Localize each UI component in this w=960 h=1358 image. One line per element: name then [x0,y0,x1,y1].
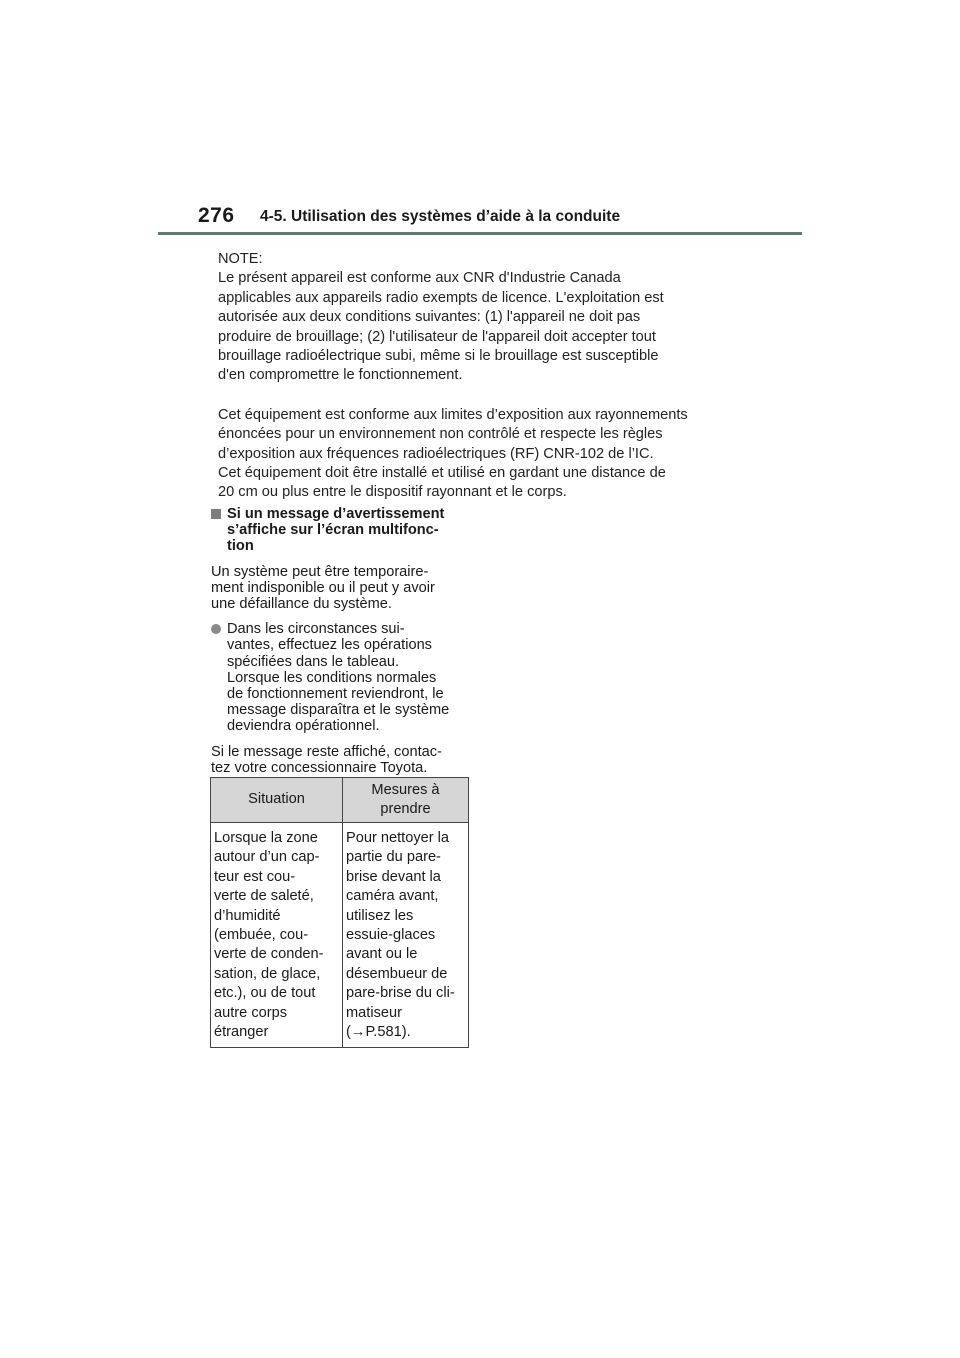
measure-cell: Pour nettoyer la partie du pare- brise devant la caméra avant, utilisez les essuie-glaces avant ou le désembueur de pare-brise du cli- matiseur (→P.581). [343,823,469,1048]
intro-line: Un système peut être temporaire- [211,563,429,580]
bullet-line: Lorsque les conditions normales [227,669,437,686]
notice-line: NOTE: [218,251,263,267]
notice-line: brouillage radioélectrique subi, même si le brouillage est susceptible [218,348,659,365]
closing-line: tez votre concessionnaire Toyota. [211,759,428,776]
closing-paragraph [211,744,469,776]
situation-cell: Lorsque la zone autour d’un cap- teur est cou- verte de saleté, d’humidité (embuée, cou- verte de conden- sation, de glace, etc.), ou de tout autre corps étranger [211,823,343,1048]
heading-line: tion [227,538,254,555]
page-header [198,204,802,236]
notice-line: énoncées pour un environnement non contrôlé et respecte les règles [218,426,663,443]
bullet-line: deviendra opérationnel. [227,718,380,735]
notice-line: 20 cm ou plus entre le dispositif rayonnant et le corps. [218,484,567,501]
section-heading [211,506,469,555]
column-header-measures: Mesures à prendre [343,778,469,823]
bullet-line: de fonctionnement reviendront, le [227,686,444,703]
notice-line: Cet équipement est conforme aux limites d’exposition aux rayonnements [218,406,688,423]
notice-line: Le présent appareil est conforme aux CNR d'Industrie Canada [218,270,621,287]
notice-line: autorisée aux deux conditions suivantes: (1) l'appareil ne doit pas [218,309,641,326]
notice-line: applicables aux appareils radio exempts de licence. L'exploitation est [218,289,664,306]
table-row [211,823,469,1048]
intro-line: ment indisponible ou il peut y avoir [211,579,435,596]
regulatory-notice [218,250,748,503]
notice-line: produire de brouillage; (2) l'utilisateur de l'appareil doit accepter tout [218,328,656,345]
bullet-line: Dans les circonstances sui- [227,621,405,638]
intro-paragraph [211,564,469,613]
situation-table [210,777,469,1048]
heading-line: Si un message d’avertissement [227,506,445,522]
notice-line: d'en compromettre le fonctionnement. [218,367,463,384]
main-content [211,506,469,785]
header-rule [158,232,802,235]
intro-line: une défaillance du système. [211,596,392,613]
column-header-situation: Situation [211,778,343,823]
heading-line: s’affiche sur l’écran multifonc- [227,522,439,539]
square-bullet-icon [211,509,221,519]
notice-line: Cet équipement doit être installé et utilisé en gardant une distance de [218,465,666,482]
bullet-item [211,621,469,734]
circle-bullet-icon [211,624,221,634]
bullet-line: message disparaîtra et le système [227,702,450,719]
section-title: 4-5. Utilisation des systèmes d’aide à la conduite [260,208,621,225]
bullet-line: vantes, effectuez les opérations [227,637,432,654]
closing-line: Si le message reste affiché, contac- [211,743,442,760]
notice-line: d’exposition aux fréquences radioélectriques (RF) CNR-102 de l’IC. [218,445,654,462]
page-number: 276 [198,204,235,227]
table-header-row [211,778,469,823]
bullet-line: spécifiées dans le tableau. [227,653,399,670]
